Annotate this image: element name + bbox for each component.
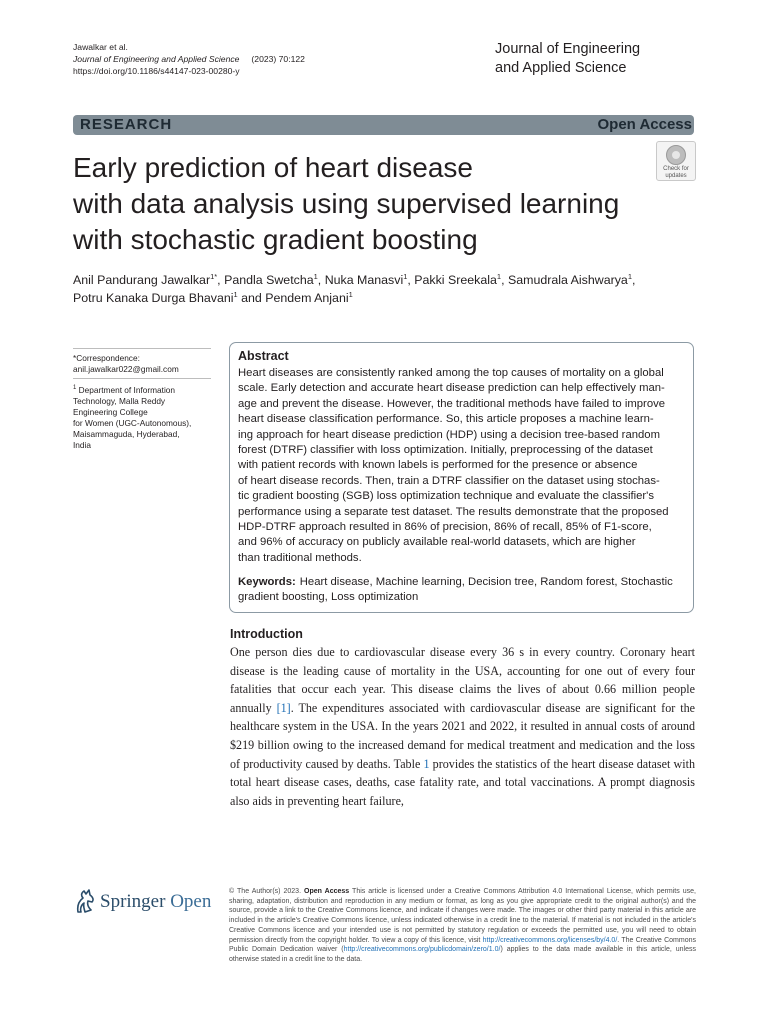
article-title: [73, 150, 653, 258]
author-separator: ,: [317, 273, 325, 287]
title-line1: Early prediction of heart disease: [73, 152, 473, 183]
abstract-line: scale. Early detection and accurate heart disease prediction can help effectively man-: [238, 382, 665, 395]
affiliation-line: Engineering College: [73, 406, 148, 417]
springer-open-logo: [73, 888, 223, 914]
affiliation-mark: 1: [73, 385, 77, 391]
keywords: [238, 575, 685, 606]
springer-wordmark: [100, 891, 211, 913]
keywords-line2: gradient boosting, Loss optimization: [238, 591, 419, 604]
author-name: Pakki Sreekala: [414, 273, 497, 287]
title-line3: with stochastic gradient boosting: [73, 224, 478, 255]
author-affiliation-mark: 1: [627, 271, 632, 281]
affiliation-line: Technology, Malla Reddy: [73, 395, 166, 406]
abstract-line: tic gradient boosting (SGB) loss optimization technique and evaluate the classifier's: [238, 490, 654, 503]
author-name: Nuka Manasvi: [324, 273, 404, 287]
journal-name-line2: and Applied Science: [495, 60, 627, 76]
license-text: ) applies to the data made available in this article, unless otherwise stated in a credit line to the data.: [229, 946, 696, 963]
journal-name: [495, 40, 695, 78]
keywords-label: Keywords:: [238, 576, 296, 588]
author-separator: ,: [501, 273, 508, 287]
abstract-line: Heart diseases are consistently ranked among the top causes of mortality on a global: [238, 367, 664, 379]
author-name: Samudrala Aishwarya: [507, 273, 628, 287]
intro-text: . The expenditures associated with cardiovascular disease are significant for the healthcare system in the USA. In the years 2021 and 2022, it resulted in annual costs of around $219 billion owing to the increased demand for medical treatment and medication and the loss of productivity caused by deaths. Table: [230, 700, 696, 771]
author-affiliation-mark: 1: [233, 289, 238, 299]
license-open-access: Open Access: [304, 888, 350, 895]
springer-horse-icon: [73, 888, 97, 914]
crossmark-icon: [666, 145, 686, 165]
license-text: This article is licensed under a Creative Commons Attribution 4.0 International License, which permits use, sharing, adaptation, distribution and reproduction in any medium or format, as long as you give appropriate credit to the original author(s) and the source, provide a link to the Creative Commons licence, and indicate if changes were made. The images or other third party material in this article are included in the article's Creative Commons licence, unless indicated otherwise in a credit line to the material. If material is not included in the article's Creative Commons licence and your intended use is not permitted by statutory regulation or exceeds the permitted use, you will need to obtain permission directly from the copyright holder. To view a copy of this licence, visit: [229, 888, 696, 944]
affiliation-line: India: [73, 439, 91, 450]
author-name: Potru Kanaka Durga Bhavani: [73, 291, 234, 305]
abstract-line: than traditional methods.: [238, 551, 362, 564]
abstract-line: HDP-DTRF approach resulted in 86% of precision, 86% of recall, 85% of F1-score,: [238, 521, 652, 534]
license-link-cc-by[interactable]: http://creativecommons.org/licenses/by/4.0/: [482, 936, 618, 944]
intro-text: One person dies due to cardiovascular disease every 36 s in every country. Coronary heart disease is the leading cause of mortality in the USA, accounting for one out of every four fatalities that occur each year. This disease claims the lives of about 0.66 million people annually: [230, 645, 695, 715]
abstract-line: heart disease classification performance. So, this article proposes a machine learn-: [238, 413, 654, 426]
author-line: Jawalkar et al.: [73, 42, 128, 52]
introduction-paragraph: [230, 643, 695, 810]
author-list: [73, 271, 693, 307]
author-affiliation-mark: 1: [313, 271, 318, 281]
correspondence-top-rule: [73, 348, 211, 349]
open-access-label: Open Access: [597, 116, 692, 133]
abstract-line: ing approach for heart disease prediction (HDP) using a decision tree-based random: [238, 428, 660, 441]
keywords-line1: Heart disease, Machine learning, Decision tree, Random forest, Stochastic: [299, 576, 673, 588]
title-line2: with data analysis using supervised learning: [73, 188, 620, 219]
journal-name-line1: Journal of Engineering: [495, 41, 641, 57]
abstract-line: and 96% of accuracy on publicly available real-world datasets, which are higher: [238, 536, 636, 549]
crossmark-line1: Check for: [663, 166, 689, 172]
abstract-heading: Abstract: [238, 349, 289, 363]
journal-italic: Journal of Engineering and Applied Science: [73, 54, 240, 64]
license-text: . The Creative Commons Public Domain Dedication waiver (: [229, 936, 696, 954]
author-name: Anil Pandurang Jawalkar: [73, 273, 211, 287]
check-for-updates-button[interactable]: [656, 141, 696, 181]
author-separator: and: [237, 291, 266, 305]
reference-link[interactable]: [1]: [276, 700, 291, 715]
doi-link[interactable]: https://doi.org/10.1186/s44147-023-00280-y: [73, 66, 240, 76]
correspondence-block: [73, 345, 213, 451]
correspondence-email[interactable]: anil.jawalkar022@gmail.com: [73, 364, 179, 374]
author-name: Pandla Swetcha: [224, 273, 314, 287]
author-affiliation-mark: 1: [348, 289, 353, 299]
springer-brand: Springer: [100, 891, 166, 912]
article-type-label: RESEARCH: [80, 116, 173, 133]
author-affiliation-mark: 1: [403, 271, 408, 281]
author-affiliation-mark: 1*: [210, 271, 218, 281]
abstract-body: [238, 366, 685, 566]
abstract-line: of heart disease records. Then, train a DTRF classifier on the dataset using stochas-: [238, 474, 660, 487]
table-reference-link[interactable]: 1: [423, 756, 430, 771]
correspondence-label: *Correspondence:: [73, 353, 140, 363]
license-notice: [229, 887, 696, 965]
abstract-line: performance using a separate test dataset. The results demonstrate that the proposed: [238, 505, 669, 518]
citation-block: [73, 41, 403, 77]
license-copyright: © The Author(s) 2023.: [229, 888, 305, 895]
correspondence-divider: [73, 378, 211, 379]
abstract-line: with patient records with known labels is performed for the presence or absence: [238, 459, 638, 472]
affiliation-line: Department of Information: [76, 384, 176, 395]
volume-label: (2023) 70:122: [251, 54, 305, 64]
affiliation-line: Maisammaguda, Hyderabad,: [73, 428, 180, 439]
author-separator: ,: [217, 273, 225, 287]
crossmark-text: [657, 166, 695, 179]
author-separator: ,: [407, 273, 415, 287]
introduction-heading: Introduction: [230, 627, 303, 641]
abstract-line: forest (DTRF) classifier with loss optimization. Initially, preprocessing of the dataset: [238, 444, 653, 457]
crossmark-line2: updates: [665, 172, 687, 179]
springer-brand-open: Open: [170, 891, 212, 912]
abstract-line: age and prevent the disease. However, the traditional methods have failed to improve: [238, 397, 666, 410]
author-affiliation-mark: 1: [496, 271, 502, 281]
author-name: Pendem Anjani: [265, 291, 349, 305]
affiliation-line: for Women (UGC-Autonomous),: [73, 417, 192, 428]
affiliation: [73, 383, 213, 396]
intro-text: provides the statistics of the heart disease dataset with total heart disease cases, deaths, case fatality rate, and total vaccinations. A prompt diagnosis also aids in preventing heart failure,: [230, 756, 695, 808]
author-separator: ,: [632, 273, 636, 287]
license-link-cc0[interactable]: http://creativecommons.org/publicdomain/zero/1.0/: [343, 946, 501, 954]
